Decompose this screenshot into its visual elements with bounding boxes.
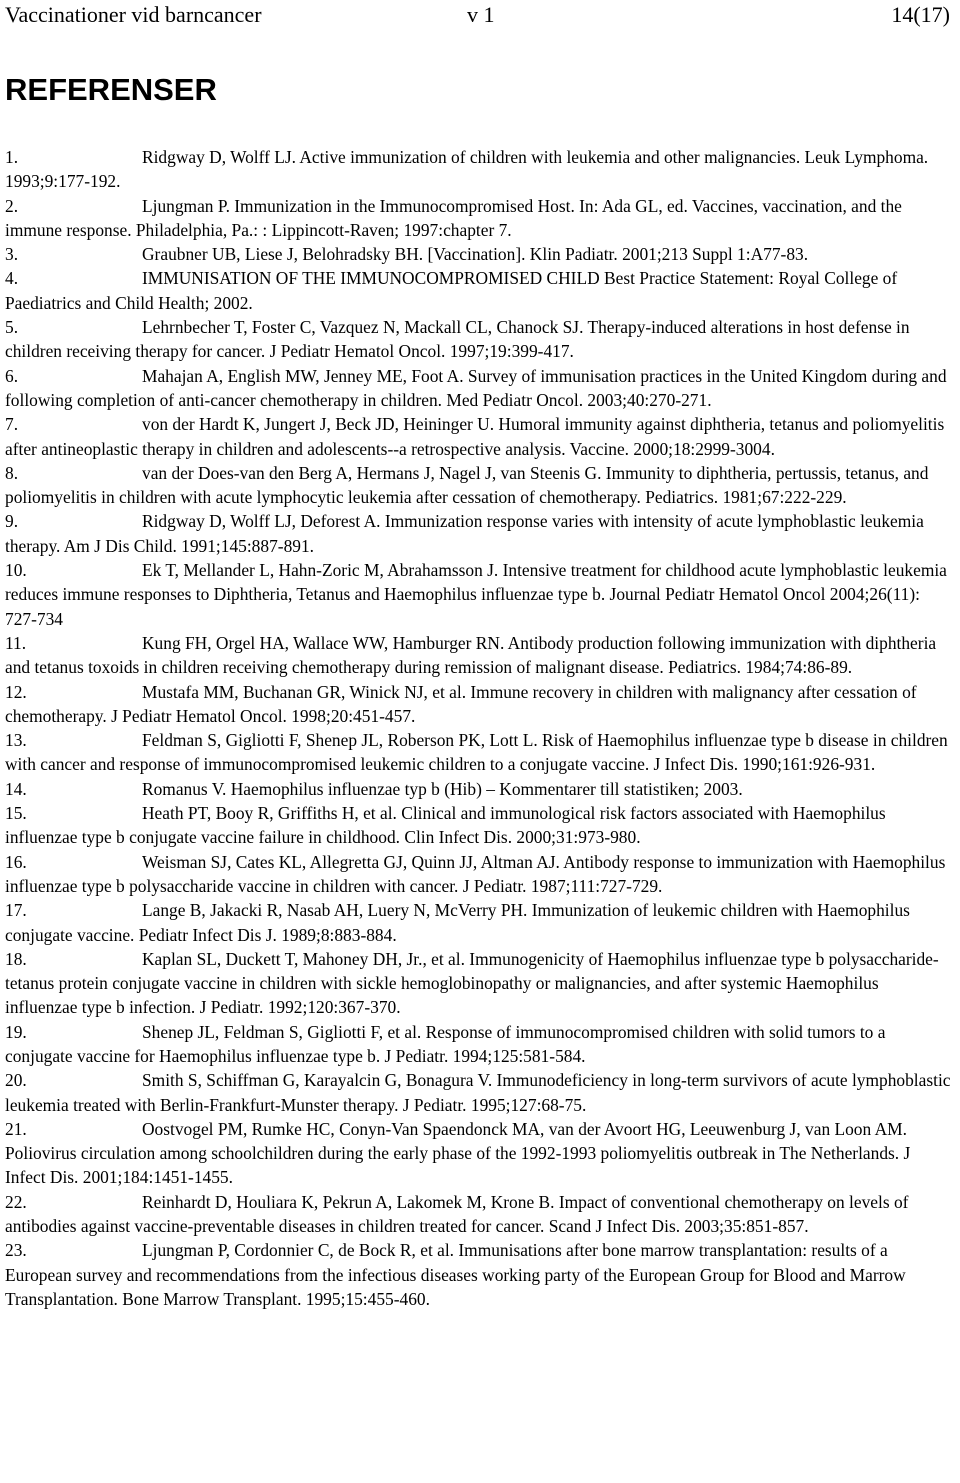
reference-number: 1.: [5, 147, 19, 167]
reference-number: 2.: [5, 195, 19, 216]
reference-text: Kung FH, Orgel HA, Wallace WW, Hamburger RN. Antibody production following immunization with diphtheria and tetanus toxoids in children receiving chemotherapy during remission of malignant disease. Pediatrics. 1984;74:86-89.: [5, 632, 937, 678]
reference-number: 23.: [5, 1240, 27, 1261]
reference-text: Feldman S, Gigliotti F, Shenep JL, Roberson PK, Lott L. Risk of Haemophilus influenzae type b disease in children with cancer and response of immunocompromised leukemic children to a conjugate vaccine. J Infect Dis. 1990;161:926-931.: [5, 730, 948, 775]
reference-text: Reinhardt D, Houliara K, Pekrun A, Lakomek M, Krone B. Impact of conventional chemotherapy on levels of antibodies against vaccine-preventable diseases in children treated for cancer. Scand J Infect Dis. 2003;35:851-857.: [5, 1191, 909, 1237]
reference-item: [5, 1190, 955, 1239]
reference-text: Romanus V. Haemophilus influenzae typ b (Hib) – Kommentarer till statistiken; 2003.: [142, 778, 743, 799]
reference-text: Lehrnbecher T, Foster C, Vazquez N, Mackall CL, Chanock SJ. Therapy-induced alterations in host defense in children receiving therapy for cancer. J Pediatr Hematol Oncol. 1997;19:399-417.: [5, 317, 910, 362]
reference-number: 13.: [5, 730, 27, 751]
reference-number: 17.: [5, 900, 27, 921]
reference-number: 16.: [5, 851, 27, 872]
reference-text: Smith S, Schiffman G, Karayalcin G, Bonagura V. Immunodeficiency in long-term survivors of acute lymphoblastic leukemia treated with Berlin-Frankfurt-Munster therapy. J Pediatr. 1995;127:68-75.: [5, 1070, 951, 1115]
reference-text: Ridgway D, Wolff LJ, Deforest A. Immunization response varies with intensity of acute lymphoblastic leukemia therapy. Am J Dis Child. 1991;145:887-891.: [5, 511, 924, 556]
reference-item: [5, 898, 955, 947]
reference-number: 10.: [5, 560, 27, 581]
reference-text: Graubner UB, Liese J, Belohradsky BH. [Vaccination]. Klin Padiatr. 2001;213 Suppl 1:A77-83.: [142, 244, 809, 265]
reference-number: 14.: [5, 778, 27, 799]
reference-text: Heath PT, Booy R, Griffiths H, et al. Clinical and immunological risk factors associated with Haemophilus influenzae type b conjugate vaccine failure in childhood. Clin Infect Dis. 2000;31:973-980.: [5, 803, 886, 848]
reference-text: Ljungman P, Cordonnier C, de Bock R, et al. Immunisations after bone marrow transplantation: results of a European survey and recommendations from the infectious diseases working party of the European Group for Blood and Marrow Transplantation. Bone Marrow Transplant. 1995;15:455-460.: [5, 1240, 906, 1309]
section-heading: REFERENSER: [5, 72, 217, 107]
reference-item: [5, 509, 955, 558]
reference-text: Shenep JL, Feldman S, Gigliotti F, et al. Response of immunocompromised children with solid tumors to a conjugate vaccine for Haemophilus influenzae type b. J Pediatr. 1994;125:581-584.: [5, 1021, 886, 1066]
reference-text: Weisman SJ, Cates KL, Allegretta GJ, Quinn JJ, Altman AJ. Antibody response to immunization with Haemophilus influenzae type b polysaccharide vaccine in children with cancer. J Pediatr. 1987;111:727-729.: [5, 851, 946, 896]
reference-item: [5, 680, 955, 729]
reference-item: [5, 1068, 955, 1117]
reference-item: [5, 777, 955, 801]
reference-item: [5, 266, 955, 315]
reference-item: [5, 242, 955, 266]
reference-text: IMMUNISATION OF THE IMMUNOCOMPROMISED CHILD Best Practice Statement: Royal College of Paediatrics and Child Health; 2002.: [5, 268, 898, 313]
reference-item: [5, 558, 955, 631]
reference-item: [5, 145, 955, 194]
reference-number: 3.: [5, 244, 19, 265]
reference-item: [5, 412, 955, 461]
reference-item: [5, 1238, 955, 1311]
reference-text: van der Does-van den Berg A, Hermans J, Nagel J, van Steenis G. Immunity to diphtheria, pertussis, tetanus, and poliomyelitis in children with acute lymphocytic leukemia after cessation of chemotherapy. Pediatrics. 1981;67:222-229.: [5, 462, 929, 508]
reference-number: 8.: [5, 462, 19, 483]
reference-text: Ljungman P. Immunization in the Immunocompromised Host. In: Ada GL, ed. Vaccines, vaccination, and the immune response. Philadelphia, Pa.: : Lippincott-Raven; 1997:chapter 7.: [5, 195, 902, 240]
reference-text: Ridgway D, Wolff LJ. Active immunization of children with leukemia and other malignancies. Leuk Lymphoma. 1993;9:177-192.: [5, 147, 929, 192]
reference-item: [5, 315, 955, 364]
page-header: [5, 0, 950, 30]
reference-number: 12.: [5, 681, 27, 702]
reference-item: [5, 947, 955, 1020]
reference-item: [5, 631, 955, 680]
reference-item: [5, 801, 955, 850]
reference-number: 6.: [5, 365, 19, 386]
reference-number: 11.: [5, 632, 27, 653]
reference-item: [5, 461, 955, 510]
reference-number: 20.: [5, 1070, 27, 1091]
reference-number: 15.: [5, 803, 27, 824]
reference-number: 21.: [5, 1118, 27, 1139]
reference-number: 5.: [5, 317, 19, 338]
reference-number: 7.: [5, 414, 19, 435]
reference-item: [5, 194, 955, 243]
reference-text: Mustafa MM, Buchanan GR, Winick NJ, et al. Immune recovery in children with malignancy after cessation of chemotherapy. J Pediatr Hematol Oncol. 1998;20:451-457.: [5, 681, 917, 726]
reference-item: [5, 364, 955, 413]
reference-text: Lange B, Jakacki R, Nasab AH, Luery N, McVerry PH. Immunization of leukemic children with Haemophilus conjugate vaccine. Pediatr Infect Dis J. 1989;8:883-884.: [5, 900, 910, 945]
page-number: 14(17): [891, 2, 950, 27]
reference-item: [5, 728, 955, 777]
reference-item: [5, 1117, 955, 1190]
reference-item: [5, 850, 955, 899]
reference-list: [5, 145, 955, 1311]
reference-number: 19.: [5, 1021, 27, 1042]
reference-text: von der Hardt K, Jungert J, Beck JD, Heininger U. Humoral immunity against diphtheria, tetanus and poliomyelitis after antineoplastic therapy in children and adolescents--a retrospective analysis. Vaccine. 2000;18:2999-3004.: [5, 414, 945, 459]
reference-number: 18.: [5, 948, 27, 969]
reference-text: Mahajan A, English MW, Jenney ME, Foot A. Survey of immunisation practices in the United Kingdom during and following completion of anti-cancer chemotherapy in children. Med Pediatr Oncol. 2003;40:270-271.: [5, 365, 947, 410]
reference-text: Ek T, Mellander L, Hahn-Zoric M, Abrahamsson J. Intensive treatment for childhood acute lymphoblastic leukemia reduces immune responses to Diphtheria, Tetanus and Haemophilus influenzae type b. Journal Pediatr Hematol Oncol 2004;26(11): 727-734: [5, 560, 947, 629]
reference-number: 9.: [5, 511, 19, 532]
reference-text: Kaplan SL, Duckett T, Mahoney DH, Jr., et al. Immunogenicity of Haemophilus influenzae type b polysaccharide-tetanus protein conjugate vaccine in children with sickle hemoglobinopathy or malignancies, and after systemic Haemophilus influenzae type b infection. J Pediatr. 1992;120:367-370.: [5, 948, 939, 1018]
reference-item: [5, 1020, 955, 1069]
reference-number: 4.: [5, 268, 19, 289]
document-title: Vaccinationer vid barncancer: [5, 2, 262, 27]
reference-text: Oostvogel PM, Rumke HC, Conyn-Van Spaendonck MA, van der Avoort HG, Leeuwenburg J, van Loon AM. Poliovirus circulation among schoolchildren during the early phase of the 1992-1993 poliomyelitis outbreak in The Netherlands. J Infect Dis. 2001;184:1451-1455.: [5, 1118, 911, 1188]
reference-number: 22.: [5, 1191, 27, 1212]
document-version: v 1: [467, 2, 495, 27]
